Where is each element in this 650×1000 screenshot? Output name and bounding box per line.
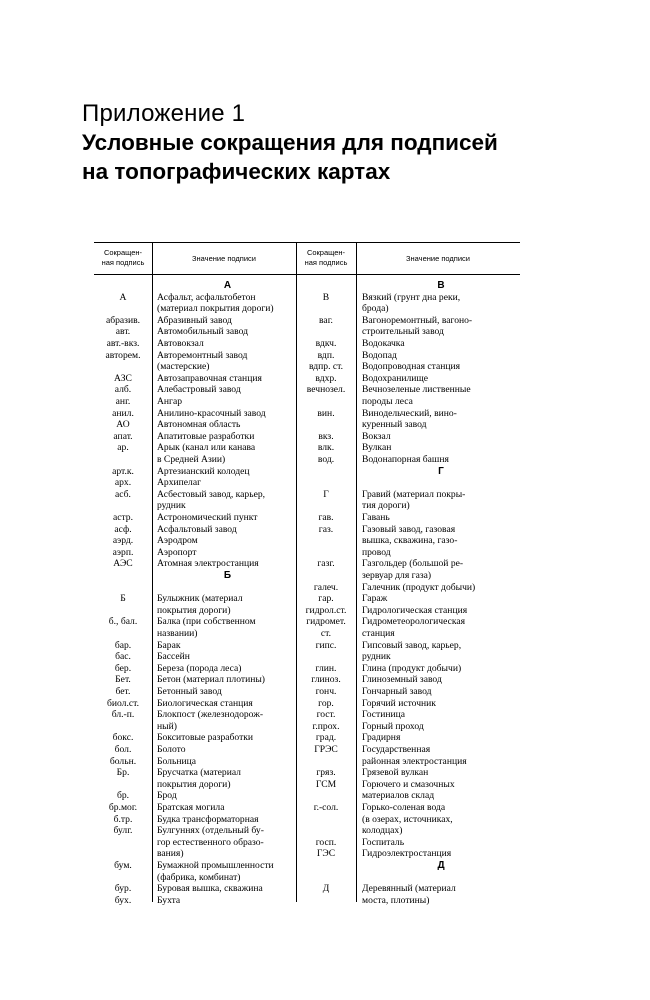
abbr-cell-left: АЗС: [114, 372, 132, 384]
section-letter-left: А: [223, 280, 232, 291]
meaning-cell-right: Вагоноремонтный, вагоно-: [362, 314, 473, 326]
table-row: [94, 674, 520, 686]
abbr-cell-left: биол.ст.: [107, 697, 139, 709]
appendix-label: Приложение 1: [82, 100, 246, 127]
meaning-cell-right: зервуар для газа): [362, 570, 432, 581]
abbr-cell-left: алб.: [114, 384, 132, 396]
abbr-cell-left: бар.: [114, 639, 132, 651]
meaning-cell-right: Водопад: [362, 349, 397, 361]
meaning-cell-right: моста, плотины): [362, 894, 430, 906]
meaning-cell-right: Гараж: [362, 593, 388, 605]
meaning-cell-left: рудник: [157, 500, 186, 512]
meaning-cell-right: Гончарный завод: [362, 686, 432, 697]
meaning-cell-left: Асфальтовый завод: [157, 523, 237, 535]
table-row: [94, 477, 520, 489]
meaning-cell-left: Ангар: [157, 396, 183, 407]
abbr-cell-right: град.: [315, 732, 337, 744]
meaning-cell-left: Атомная электростанция: [157, 558, 259, 570]
meaning-cell-right: Горячий источник: [362, 697, 436, 709]
table-row: [94, 651, 520, 663]
table-row: [94, 512, 520, 524]
abbr-cell-left: Б: [120, 593, 126, 605]
meaning-cell-left: Брусчатка (материал: [157, 767, 241, 779]
section-letter-right: Г: [438, 465, 444, 477]
table-row: [94, 802, 520, 814]
meaning-cell-left: ный): [157, 720, 177, 732]
meaning-cell-right: тия дороги): [362, 500, 410, 512]
meaning-cell-right: брода): [362, 303, 389, 315]
abbr-cell-right: влк.: [317, 442, 335, 454]
abbr-cell-right: г.прох.: [312, 720, 340, 732]
table-row: [94, 616, 520, 628]
meaning-cell-left: гор естественного образо-: [157, 836, 264, 848]
meaning-cell-right: Государственная: [362, 744, 431, 755]
abbr-cell-left: аэрд.: [112, 535, 134, 547]
abbr-cell-left: бр.мог.: [108, 802, 138, 813]
table-row: [94, 582, 520, 594]
abbr-cell-right: глин.: [315, 662, 337, 674]
table-row: [94, 640, 520, 652]
meaning-cell-right: Вязкий (грунт дна реки,: [362, 291, 461, 303]
meaning-cell-right: Гидрометеорологическая: [362, 616, 466, 628]
meaning-cell-left: Болото: [157, 744, 186, 755]
meaning-cell-right: станция: [362, 628, 395, 639]
meaning-cell-left: (мастерские): [157, 361, 210, 373]
table-row: [94, 570, 520, 582]
abbr-cell-left: асф.: [114, 523, 132, 535]
section-letter-right: Д: [437, 860, 445, 871]
meaning-cell-left: Анилино-красочный завод: [157, 407, 266, 419]
meaning-cell-left: Булыжник (материал: [157, 593, 243, 605]
page-title-line-1: Условные сокращения для подписей: [82, 130, 498, 155]
page-title-line-2: на топографических картах: [82, 159, 391, 184]
meaning-cell-right: породы леса: [362, 396, 413, 407]
header-meaning-1: Значение подписи: [192, 254, 256, 263]
abbr-cell-left: асб.: [115, 488, 131, 500]
table-row: [94, 489, 520, 501]
table-row: [94, 338, 520, 350]
meaning-cell-left: Автовокзал: [157, 338, 204, 349]
meaning-cell-left: Асбестовый завод, карьер,: [157, 488, 266, 500]
meaning-cell-left: покрытия дороги): [157, 778, 231, 790]
abbr-cell-right: вкз.: [318, 430, 334, 442]
meaning-cell-left: Артезианский колодец: [157, 465, 250, 477]
meaning-cell-right: Горный проход: [362, 720, 424, 732]
abbr-cell-left: АО: [116, 419, 130, 431]
table-row: [94, 466, 520, 478]
abbr-cell-left: астр.: [112, 512, 134, 523]
meaning-cell-right: Глиноземный завод: [362, 674, 442, 686]
table-row: [94, 593, 520, 605]
meaning-cell-left: названии): [157, 628, 198, 639]
table-row: [94, 883, 520, 895]
abbr-cell-right: гор.: [318, 697, 334, 709]
abbr-cell-right: В: [322, 291, 330, 303]
table-row: [94, 558, 520, 570]
table-row: [94, 396, 520, 408]
meaning-cell-left: Биологическая станция: [157, 697, 253, 709]
abbr-cell-left: арх.: [114, 477, 132, 489]
meaning-cell-left: Бухта: [157, 894, 181, 906]
meaning-cell-left: Брод: [157, 790, 177, 802]
abbr-cell-right: ГРЭС: [314, 744, 338, 755]
meaning-cell-left: Береза (порода леса): [157, 662, 242, 674]
meaning-cell-right: Грязевой вулкан: [362, 767, 429, 779]
abbr-cell-left: бет.: [115, 686, 131, 697]
table-row: [94, 860, 520, 872]
meaning-cell-left: Бокситовые разработки: [157, 732, 254, 744]
meaning-cell-left: Бассейн: [157, 651, 190, 663]
meaning-cell-right: Глина (продукт добычи): [362, 662, 462, 674]
table-row: [94, 373, 520, 385]
abbr-cell-left: бух.: [114, 894, 132, 906]
meaning-cell-right: провод: [362, 546, 391, 558]
abbr-cell-left: анил.: [112, 407, 134, 419]
meaning-cell-right: Горючего и смазочных: [362, 778, 455, 790]
abbr-cell-right: гар.: [318, 593, 334, 605]
table-row: [94, 744, 520, 756]
abbr-cell-right: вдп.: [317, 349, 335, 361]
table-row: [94, 524, 520, 536]
meaning-cell-left: Блокпост (железнодорож-: [157, 709, 264, 721]
meaning-cell-left: Арык (канал или канава: [157, 442, 256, 454]
table-header-rule: [94, 274, 520, 275]
meaning-cell-right: Газгольдер (большой ре-: [362, 558, 464, 570]
meaning-cell-left: Буровая вышка, скважина: [157, 883, 263, 895]
table-row: [94, 408, 520, 420]
meaning-cell-right: Вечнозеленые лиственные: [362, 384, 471, 396]
meaning-cell-left: Апатитовые разработки: [157, 430, 255, 442]
section-letter-left: Б: [223, 570, 232, 581]
table-row: [94, 350, 520, 362]
meaning-cell-right: колодцах): [362, 825, 403, 837]
meaning-cell-right: Деревянный (материал: [362, 883, 456, 895]
abbr-cell-right: гав.: [318, 512, 334, 523]
abbr-cell-right: гонч.: [315, 686, 337, 697]
meaning-cell-right: Вокзал: [362, 430, 391, 442]
abbr-cell-left: бр.: [116, 790, 130, 802]
abbr-cell-right: газ.: [318, 523, 334, 535]
meaning-cell-right: Гидрологическая станция: [362, 604, 468, 616]
abbr-cell-right: гряз.: [316, 767, 336, 779]
abbr-cell-left: бол.: [114, 744, 132, 755]
table-row: [94, 454, 520, 466]
meaning-cell-right: материалов склад: [362, 790, 435, 802]
page-title: [82, 128, 642, 186]
header-abbr-1: [94, 248, 152, 268]
abbr-cell-left: Бет.: [115, 674, 131, 686]
abbr-cell-right: гидрол.ст.: [305, 604, 347, 616]
abbr-cell-right: г.-сол.: [313, 802, 339, 813]
abbr-cell-left: бум.: [114, 860, 132, 871]
table-row: [94, 698, 520, 710]
header-abbr-2-line-1: Сокращен-: [306, 248, 346, 257]
table-row: [94, 732, 520, 744]
meaning-cell-left: (материал покрытия дороги): [157, 303, 274, 315]
table-row: [94, 767, 520, 779]
meaning-cell-left: Астрономический пункт: [157, 512, 258, 523]
meaning-cell-left: Балка (при собственном: [157, 616, 256, 628]
abbr-cell-left: апат.: [113, 430, 133, 442]
abbr-cell-left: булг.: [113, 825, 133, 837]
meaning-cell-right: Гавань: [362, 512, 390, 523]
meaning-cell-left: Бетон (материал плотины): [157, 674, 265, 686]
table-row: [94, 326, 520, 338]
table-row: [94, 605, 520, 617]
table-row: [94, 431, 520, 443]
meaning-cell-right: Госпиталь: [362, 836, 405, 848]
table-row: [94, 686, 520, 698]
table-row: [94, 663, 520, 675]
abbr-cell-right: госп.: [315, 836, 337, 848]
abbr-cell-right: вод.: [317, 454, 335, 465]
table-row: [94, 721, 520, 733]
table-row: [94, 361, 520, 373]
abbr-cell-left: бур.: [114, 883, 132, 895]
table-row: [94, 709, 520, 721]
table-row: [94, 535, 520, 547]
meaning-cell-right: Градирня: [362, 732, 401, 744]
meaning-cell-left: Автозаправочная станция: [157, 372, 262, 384]
table-row: [94, 848, 520, 860]
abbreviations-table: [94, 242, 520, 906]
abbr-cell-right: вдхр.: [315, 372, 337, 384]
table-row: [94, 547, 520, 559]
abbr-cell-left: больн.: [109, 755, 137, 767]
meaning-cell-right: Гостиница: [362, 709, 405, 721]
header-abbr-1-line-2: ная подпись: [101, 258, 145, 267]
abbr-cell-left: бл.-п.: [111, 709, 135, 721]
meaning-cell-left: Абразивный завод: [157, 314, 232, 326]
meaning-cell-right: (в озерах, источниках,: [362, 813, 453, 825]
header-abbr-2-line-2: ная подпись: [304, 258, 348, 267]
meaning-cell-right: Вулкан: [362, 442, 392, 454]
abbr-cell-left: бокс.: [112, 732, 134, 744]
meaning-cell-right: Водопроводная станция: [362, 361, 461, 373]
abbr-cell-right: вдкч.: [315, 338, 337, 349]
abbr-cell-right: ст.: [320, 628, 332, 639]
meaning-cell-right: Водохранилище: [362, 372, 429, 384]
meaning-cell-right: Горько-соленая вода: [362, 802, 446, 813]
table-row: [94, 814, 520, 826]
abbr-cell-right: газг.: [317, 558, 335, 570]
abbr-cell-left: авт.: [115, 326, 131, 338]
meaning-cell-right: Винодельческий, вино-: [362, 407, 457, 419]
abbr-cell-left: б.тр.: [113, 813, 133, 825]
meaning-cell-right: Гравий (материал покры-: [362, 488, 466, 500]
meaning-cell-left: Барак: [157, 639, 181, 651]
table-row: [94, 756, 520, 768]
abbr-cell-left: арт.к.: [112, 465, 134, 477]
meaning-cell-right: вышка, скважина, газо-: [362, 535, 458, 547]
abbr-cell-right: ваг.: [319, 314, 333, 326]
meaning-cell-right: Водокачка: [362, 338, 405, 349]
meaning-cell-right: Галечник (продукт добычи): [362, 581, 476, 593]
abbr-cell-right: гидромет.: [306, 616, 346, 628]
table-row: [94, 872, 520, 884]
meaning-cell-right: Водонапорная башня: [362, 454, 449, 465]
header-abbr-1-line-1: Сокращен-: [103, 248, 143, 257]
meaning-cell-left: Архипелаг: [157, 477, 202, 489]
abbr-cell-right: вечнозел.: [306, 384, 346, 396]
section-letter-right: В: [437, 280, 445, 291]
abbr-cell-left: авторем.: [105, 349, 141, 361]
table-row: [94, 292, 520, 304]
abbr-cell-left: б., бал.: [108, 616, 138, 628]
abbr-cell-left: ар.: [117, 442, 129, 454]
abbr-cell-right: ГЭС: [316, 848, 336, 860]
abbr-cell-left: А: [119, 291, 127, 303]
abbr-cell-right: гост.: [316, 709, 336, 721]
abbr-cell-right: вдпр. ст.: [308, 361, 344, 373]
meaning-cell-left: Автомобильный завод: [157, 326, 248, 338]
abbr-cell-right: вин.: [317, 407, 335, 419]
abbr-cell-left: АЭС: [113, 558, 133, 570]
meaning-cell-left: Бумажной промышленности: [157, 860, 274, 871]
abbr-cell-left: Бр.: [116, 767, 130, 779]
table-row: [94, 895, 520, 907]
abbr-cell-right: Г: [323, 488, 329, 500]
meaning-cell-left: вания): [157, 848, 184, 860]
meaning-cell-right: Газовый завод, газовая: [362, 523, 456, 535]
abbr-cell-left: авт.-вкз.: [106, 338, 140, 349]
meaning-cell-left: в Средней Азии): [157, 454, 226, 465]
meaning-cell-left: Бетонный завод: [157, 686, 222, 697]
header-meaning-2: Значение подписи: [406, 254, 470, 263]
meaning-cell-left: Автономная область: [157, 419, 241, 431]
table-row: [94, 779, 520, 791]
table-row: [94, 280, 520, 292]
abbr-cell-right: ГСМ: [315, 778, 337, 790]
meaning-cell-left: Булгуннях (отдельный бу-: [157, 825, 264, 837]
meaning-cell-left: (фабрика, комбинат): [157, 871, 241, 883]
table-row: [94, 500, 520, 512]
table-row: [94, 419, 520, 431]
meaning-cell-right: рудник: [362, 651, 391, 663]
table-row: [94, 837, 520, 849]
abbr-cell-right: Д: [322, 883, 330, 895]
abbr-cell-left: бер.: [114, 662, 132, 674]
meaning-cell-left: Асфальт, асфальтобетон: [157, 291, 256, 303]
meaning-cell-right: куренный завод: [362, 419, 427, 431]
abbr-cell-right: гипс.: [315, 639, 337, 651]
table-row: [94, 384, 520, 396]
abbr-cell-right: глинoз.: [311, 674, 341, 686]
meaning-cell-left: Алебастровый завод: [157, 384, 241, 396]
abbr-cell-left: аэрп.: [112, 546, 134, 558]
table-row: [94, 303, 520, 315]
meaning-cell-right: районная электростанция: [362, 755, 467, 767]
table-row: [94, 628, 520, 640]
table-row: [94, 790, 520, 802]
table-row: [94, 442, 520, 454]
abbr-cell-left: бас.: [115, 651, 131, 663]
meaning-cell-right: Гипсовый завод, карьер,: [362, 639, 462, 651]
table-row: [94, 825, 520, 837]
meaning-cell-left: Аэропорт: [157, 546, 197, 558]
meaning-cell-left: Больница: [157, 755, 197, 767]
meaning-cell-left: Будка трансформаторная: [157, 813, 259, 825]
header-abbr-2: [296, 248, 356, 268]
meaning-cell-left: покрытия дороги): [157, 604, 231, 616]
meaning-cell-left: Братская могила: [157, 802, 225, 813]
meaning-cell-right: строительный завод: [362, 326, 444, 338]
abbr-cell-left: анг.: [115, 396, 131, 407]
meaning-cell-left: Авторемонтный завод: [157, 349, 248, 361]
table-top-rule: [94, 242, 520, 243]
meaning-cell-right: Гидроэлектростанция: [362, 848, 452, 860]
table-row: [94, 315, 520, 327]
meaning-cell-left: Аэродром: [157, 535, 198, 547]
abbr-cell-left: абразив.: [105, 314, 141, 326]
abbr-cell-right: галеч.: [313, 581, 339, 593]
